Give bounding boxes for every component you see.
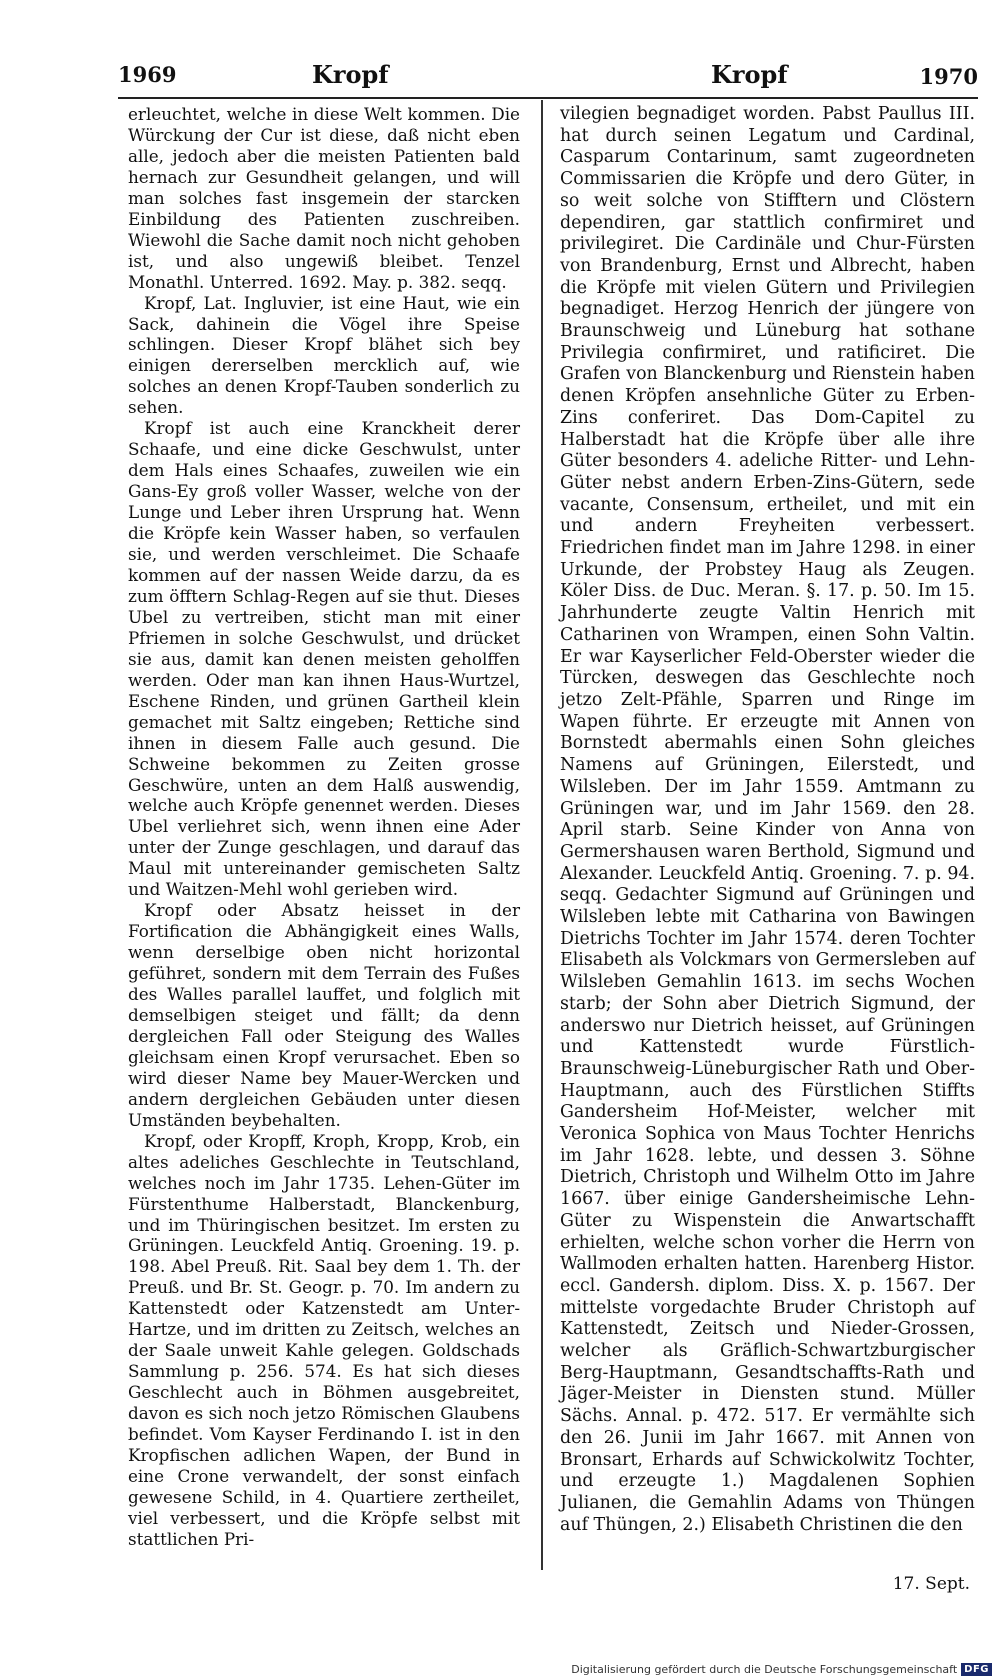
left-column <box>128 104 520 1550</box>
right-column <box>560 104 975 1536</box>
column-divider <box>541 100 543 1570</box>
running-title-left: Kropf <box>312 60 389 89</box>
catchword: 17. Sept. <box>892 1574 970 1594</box>
page-number-right: 1970 <box>919 64 978 89</box>
page-number-left: 1969 <box>118 62 177 87</box>
left-column-paragraph: erleuchtet, welche in diese Welt kommen. Die Würckung der Cur ist diese, daß nicht eben alle, jedoch aber die meisten Patienten bald hernach zur Gesundheit gelangen, und will man solches fast insgemein der starcken Einbildung des Patienten zuschreiben. Wiewohl die Sache damit noch nicht gehoben ist, und also ungewiß bleibet. Tenzel Monathl. Unterred. 1692. May. p. 382. seqq. <box>128 104 520 292</box>
footer-text: Digitalisierung gefördert durch die Deutsche Forschungsgemeinschaft <box>571 1663 958 1676</box>
left-column-paragraph: Kropf oder Absatz heisset in der Fortification die Abhängigkeit eines Walls, wenn derselbige oben nicht horizontal geführet, sondern mit dem Terrain des Fußes des Walles parallel lauffet, und folglich mit demselbigen steiget und fällt; da denn dergleichen Fall oder Steigung des Walles gleichsam einen Kropf verursachet. Eben so wird dieser Name bey Mauer-Wercken und andern dergleichen Gebäuden unter diesen Umständen beybehalten. <box>128 900 520 1130</box>
running-title-right: Kropf <box>711 60 788 89</box>
left-column-paragraph: Kropf, Lat. Ingluvier, ist eine Haut, wie ein Sack, dahinein die Vögel ihre Speise schlingen. Dieser Kropf blähet sich bey einigen dererselben mercklich auf, wie solches an denen Kropf-Tauben sonderlich zu sehen. <box>128 292 520 418</box>
left-column-paragraph: Kropf, oder Kropff, Kroph, Kropp, Krob, ein altes adeliches Geschlechte in Teutschland, welches noch im Jahr 1735. Lehen-Güter im Fürstenthume Halberstadt, Blanckenburg, und im Thüringischen besitzet. Im ersten zu Grüningen. Leuckfeld Antiq. Groening. 19. p. 198. Abel Preuß. Rit. Saal bey dem 1. Th. der Preuß. und Br. St. Geogr. p. 70. Im andern zu Kattenstedt oder Katzenstedt am Unter-Hartze, und im dritten zu Zeitsch, welches an der Saale unweit Kahle gelegen. Goldschads Sammlung p. 256. 574. Es hat sich dieses Geschlecht auch in Böhmen ausgebreitet, davon es sich noch jetzo Römischen Glaubens befindet. Vom Kayser Ferdinando I. ist in den Kropfischen adlichen Wapen, der Bund in eine Crone verwandelt, der sonst einfach gewesene Schild, in 4. Quartiere zertheilet, viel verbessert, und die Kröpfe selbst mit stattlichen Pri- <box>128 1130 520 1549</box>
page-header <box>118 58 978 92</box>
header-rule <box>118 97 978 99</box>
right-column-paragraph: vilegien begnadiget worden. Pabst Paullus III. hat durch seinen Legatum und Cardinal, Casparum Contarinum, samt zugeordneten Commissarien die Kröpfe und dero Güter, in so weit solche von Stifftern und Clöstern dependiren, gar stattlich confirmiret und privilegiret. Die Cardinäle und Chur-Fürsten von Brandenburg, Ernst und Albrecht, haben die Kröpfe mit vielen Gütern und Privilegien begnadiget. Herzog Henrich der jüngere von Braunschweig und Lüneburg hat sothane Privilegia confirmiret, und ratificiret. Die Grafen von Blanckenburg und Rienstein haben denen Kröpfen ansehnliche Güter zu Erben-Zins conferiret. Das Dom-Capitel zu Halberstadt hat die Kröpfe über alle ihre Güter besonders 4. adeliche Ritter- und Lehn-Güter nebst andern Erben-Zins-Gütern, sede vacante, Consensum, ertheilet, und mit ein und andern Freyheiten verbessert. Friedrichen findet man im Jahre 1298. in einer Urkunde, der Probstey Haug als Zeugen. Köler Diss. de Duc. Meran. §. 17. p. 50. Im 15. Jahrhunderte zeugte Valtin Henrich mit Catharinen von Wrampen, einen Sohn Valtin. Er war Kayserlicher Feld-Oberster wieder die Türcken, deswegen das Geschlechte noch jetzo Zelt-Pfähle, Sparren und Ringe im Wapen führte. Er erzeugte mit Annen von Bornstedt abermahls einen Sohn gleiches Namens auf Grüningen, Eilerstedt, und Wilsleben. Der im Jahr 1559. Amtmann zu Grüningen war, und im Jahr 1569. den 28. April starb. Seine Kinder von Anna von Germershausen waren Berthold, Sigmund und Alexander. Leuckfeld Antiq. Groening. 7. p. 94. seqq. Gedachter Sigmund auf Grüningen und Wilsleben lebte mit Catharina von Bawingen Dietrichs Tochter im Jahr 1574. deren Tochter Elisabeth als Volckmars von Germersleben auf Wilsleben Gemahlin 1613. im sechs Wochen starb; der Sohn aber Dietrich Sigmund, der anderswo nur Dietrich heisset, auf Grüningen und Kattenstedt wurde Fürstlich-Braunschweig-Lüneburgischer Rath und Ober-Hauptmann, auch des Fürstlichen Stiffts Gandersheim Hof-Meister, welcher mit Veronica Sophica von Maus Tochter Henrichs im Jahr 1628. lebte, und dessen 3. Söhne Dietrich, Christoph und Wilhelm Otto im Jahre 1667. über einige Gandersheimische Lehn-Güter zu Wispenstein die Anwartschafft erhielten, welche schon vorher die Herrn von Wallmoden erhalten hatten. Harenberg Histor. eccl. Gandersh. diplom. Diss. X. p. 1567. Der mittelste vorgedachte Bruder Christoph auf Kattenstedt, Zeitsch und Nieder-Grossen, welcher als Gräflich-Schwartzburgischer Berg-Hauptmann, Gesandtschaffts-Rath und Jäger-Meister in Diensten stund. Müller Sächs. Annal. p. 472. 517. Er vermählte sich den 26. Junii im Jahr 1667. mit Annen von Bronsart, Erhards auf Schwickolwitz Tochter, und erzeugte 1.) Magdalenen Sophien Julianen, die Gemahlin Adams von Thüngen auf Thüngen, 2.) Elisabeth Christinen die den <box>560 104 975 1535</box>
dfg-logo-icon: DFG <box>961 1663 992 1676</box>
left-column-paragraph: Kropf ist auch eine Kranckheit derer Schaafe, und eine dicke Geschwulst, unter dem Hals eines Schaafes, zuweilen wie ein Gans-Ey groß voller Wasser, welche von der Lunge und Leber ihren Ursprung hat. Wenn die Kröpfe kein Wasser haben, so verfaulen sie, und werden verschleimet. Die Schaafe kommen auf der nassen Weide darzu, da es zum öfftern Schlag-Regen auf sie thut. Dieses Ubel zu vertreiben, sticht man mit einer Pfriemen in solche Geschwulst, und drücket sie aus, damit kan denen meisten geholffen werden. Oder man kan ihnen Haus-Wurtzel, Eschene Rinden, und grünen Gartheil klein gemachet mit Saltz eingeben; Rettiche sind ihnen in diesem Falle auch gesund. Die Schweine bekommen zu Zeiten grosse Geschwüre, unten an dem Halß auswendig, welche auch Kröpfe genennet werden. Dieses Ubel verliehret sich, wenn ihnen eine Ader unter der Zunge geschlagen, und darauf das Maul mit untereinander gemischeten Saltz und Waitzen-Mehl wohl gerieben wird. <box>128 418 520 900</box>
digitization-footer <box>571 1663 992 1676</box>
